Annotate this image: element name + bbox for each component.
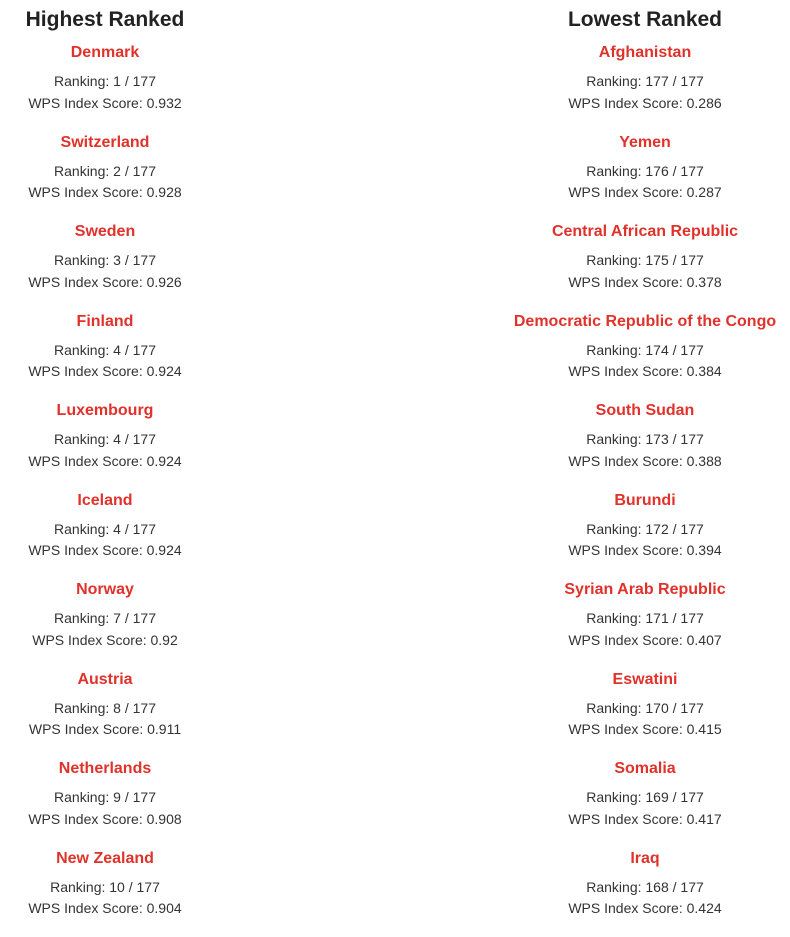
lowest-ranked-list <box>500 42 790 937</box>
ranking-text: Ranking: 175 / 177 <box>500 250 790 272</box>
wps-score-text: WPS Index Score: 0.415 <box>500 719 790 741</box>
country-entry <box>500 669 790 759</box>
wps-score-text: WPS Index Score: 0.926 <box>0 272 210 294</box>
country-entry <box>500 221 790 311</box>
ranking-text: Ranking: 3 / 177 <box>0 250 210 272</box>
country-name-link[interactable]: Norway <box>0 579 210 601</box>
highest-ranked-column <box>0 0 210 937</box>
country-name-link[interactable]: Yemen <box>500 132 790 154</box>
wps-score-text: WPS Index Score: 0.384 <box>500 361 790 383</box>
wps-score-text: WPS Index Score: 0.908 <box>0 809 210 831</box>
ranking-text: Ranking: 170 / 177 <box>500 698 790 720</box>
country-entry <box>500 400 790 490</box>
country-entry <box>500 848 790 937</box>
wps-score-text: WPS Index Score: 0.407 <box>500 630 790 652</box>
ranking-text: Ranking: 177 / 177 <box>500 71 790 93</box>
country-name-link[interactable]: Finland <box>0 311 210 333</box>
country-entry <box>500 758 790 848</box>
country-entry <box>500 311 790 401</box>
ranking-text: Ranking: 169 / 177 <box>500 787 790 809</box>
country-entry <box>500 132 790 222</box>
wps-score-text: WPS Index Score: 0.394 <box>500 540 790 562</box>
ranking-text: Ranking: 176 / 177 <box>500 161 790 183</box>
country-entry <box>0 758 210 848</box>
country-name-link[interactable]: Netherlands <box>0 758 210 780</box>
wps-score-text: WPS Index Score: 0.911 <box>0 719 210 741</box>
country-name-link[interactable]: Central African Republic <box>500 221 790 243</box>
wps-score-text: WPS Index Score: 0.417 <box>500 809 790 831</box>
country-name-link[interactable]: Luxembourg <box>0 400 210 422</box>
wps-score-text: WPS Index Score: 0.904 <box>0 898 210 920</box>
ranking-text: Ranking: 168 / 177 <box>500 877 790 899</box>
country-name-link[interactable]: Sweden <box>0 221 210 243</box>
country-name-link[interactable]: Democratic Republic of the Congo <box>500 311 790 333</box>
ranking-text: Ranking: 4 / 177 <box>0 429 210 451</box>
ranking-text: Ranking: 9 / 177 <box>0 787 210 809</box>
highest-ranked-heading: Highest Ranked <box>0 7 210 33</box>
lowest-ranked-column <box>500 0 790 937</box>
ranking-text: Ranking: 1 / 177 <box>0 71 210 93</box>
ranking-text: Ranking: 2 / 177 <box>0 161 210 183</box>
country-entry <box>0 490 210 580</box>
ranking-text: Ranking: 10 / 177 <box>0 877 210 899</box>
country-entry <box>500 42 790 132</box>
country-name-link[interactable]: Burundi <box>500 490 790 512</box>
country-name-link[interactable]: New Zealand <box>0 848 210 870</box>
ranking-text: Ranking: 7 / 177 <box>0 608 210 630</box>
country-entry <box>0 42 210 132</box>
country-name-link[interactable]: Denmark <box>0 42 210 64</box>
ranking-text: Ranking: 171 / 177 <box>500 608 790 630</box>
country-name-link[interactable]: Somalia <box>500 758 790 780</box>
ranking-text: Ranking: 172 / 177 <box>500 519 790 541</box>
country-entry <box>0 311 210 401</box>
country-entry <box>500 490 790 580</box>
wps-score-text: WPS Index Score: 0.424 <box>500 898 790 920</box>
country-entry <box>0 132 210 222</box>
country-name-link[interactable]: Switzerland <box>0 132 210 154</box>
wps-score-text: WPS Index Score: 0.924 <box>0 540 210 562</box>
highest-ranked-list <box>0 42 210 937</box>
wps-score-text: WPS Index Score: 0.388 <box>500 451 790 473</box>
ranking-text: Ranking: 8 / 177 <box>0 698 210 720</box>
ranking-text: Ranking: 4 / 177 <box>0 519 210 541</box>
country-entry <box>0 221 210 311</box>
country-entry <box>0 848 210 937</box>
country-name-link[interactable]: Iceland <box>0 490 210 512</box>
country-name-link[interactable]: Iraq <box>500 848 790 870</box>
country-entry <box>0 669 210 759</box>
country-name-link[interactable]: South Sudan <box>500 400 790 422</box>
country-name-link[interactable]: Syrian Arab Republic <box>500 579 790 601</box>
ranking-text: Ranking: 174 / 177 <box>500 340 790 362</box>
country-name-link[interactable]: Eswatini <box>500 669 790 691</box>
country-entry <box>0 579 210 669</box>
wps-score-text: WPS Index Score: 0.928 <box>0 182 210 204</box>
country-entry <box>500 579 790 669</box>
wps-score-text: WPS Index Score: 0.924 <box>0 361 210 383</box>
wps-score-text: WPS Index Score: 0.92 <box>0 630 210 652</box>
wps-score-text: WPS Index Score: 0.378 <box>500 272 790 294</box>
ranking-text: Ranking: 173 / 177 <box>500 429 790 451</box>
lowest-ranked-heading: Lowest Ranked <box>500 7 790 33</box>
ranking-text: Ranking: 4 / 177 <box>0 340 210 362</box>
wps-score-text: WPS Index Score: 0.924 <box>0 451 210 473</box>
country-entry <box>0 400 210 490</box>
country-name-link[interactable]: Austria <box>0 669 210 691</box>
country-name-link[interactable]: Afghanistan <box>500 42 790 64</box>
wps-score-text: WPS Index Score: 0.287 <box>500 182 790 204</box>
wps-score-text: WPS Index Score: 0.932 <box>0 93 210 115</box>
wps-score-text: WPS Index Score: 0.286 <box>500 93 790 115</box>
